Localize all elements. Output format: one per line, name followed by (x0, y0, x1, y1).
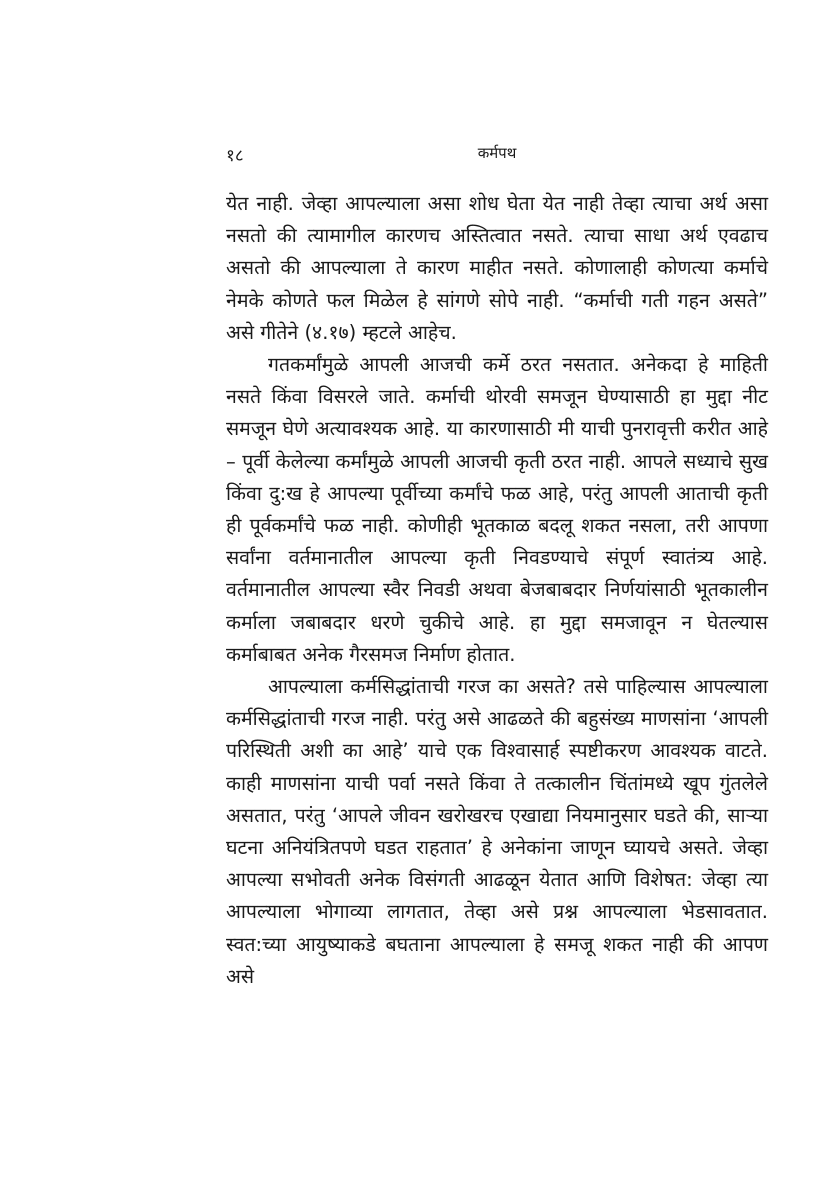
body-text (226, 188, 768, 993)
paragraph-continuation: येत नाही. जेव्हा आपल्याला असा शोध घेता येत नाही तेव्हा त्याचा अर्थ असा नसतो की त्यामागील कारणच अस्तित्वात नसते. त्याचा साधा अर्थ एवढाच असतो की आपल्याला ते कारण माहीत नसते. कोणालाही कोणत्या कर्माचे नेमके कोणते फल मिळेल हे सांगणे सोपे नाही. “कर्माची गती गहन असते” असे गीतेने (४.१७) म्हटले आहेच. (226, 192, 768, 344)
paragraph: आपल्याला कर्मसिद्धांताची गरज का असते? तसे पाहिल्यास आपल्याला कर्मसिद्धांताची गरज नाही. परंतु असे आढळते की बहुसंख्य माणसांना ‘आपली परिस्थिती अशी का आहे’ याचे एक विश्वासार्ह स्पष्टीकरण आवश्यक वाटते. काही माणसांना याची पर्वा नसते किंवा ते तत्कालीन चिंतांमध्ये खूप गुंतलेले असतात, परंतु ‘आपले जीवन खरोखरच एखाद्या नियमानुसार घडते की, साऱ्या घटना अनियंत्रितपणे घडत राहतात’ हे अनेकांना जाणून घ्यायचे असते. जेव्हा आपल्या सभोवती अनेक विसंगती आढळून येतात आणि विशेषत: जेव्हा त्या आपल्याला भोगाव्या लागतात, तेव्हा असे प्रश्न आपल्याला भेडसावतात. स्वत:च्या आयुष्याकडे बघताना आपल्याला हे समजू शकत नाही की आपण असे (226, 675, 768, 988)
page-number: १८ (226, 146, 244, 166)
paragraph: गतकर्मांमुळे आपली आजची कर्मे ठरत नसतात. अनेकदा हे माहिती नसते किंवा विसरले जाते. कर्माची थोरवी समजून घेण्यासाठी हा मुद्दा नीट समजून घेणे अत्यावश्यक आहे. या कारणासाठी मी याची पुनरावृत्ती करीत आहे – पूर्वी केलेल्या कर्मांमुळे आपली आजची कृती ठरत नाही. आपले सध्याचे सुख किंवा दु:ख हे आपल्या पूर्वीच्या कर्मांचे फळ आहे, परंतु आपली आताची कृती ही पूर्वकर्मांचे फळ नाही. कोणीही भूतकाळ बदलू शकत नसला, तरी आपणा सर्वांना वर्तमानातील आपल्या कृती निवडण्याचे संपूर्ण स्वातंत्र्य आहे. वर्तमानातील आपल्या स्वैर निवडी अथवा बेजबाबदार निर्णयांसाठी भूतकालीन कर्माला जबाबदार धरणे चुकीचे आहे. हा मुद्दा समजावून न घेतल्यास कर्माबाबत अनेक गैरसमज निर्माण होतात. (226, 353, 768, 666)
running-title: कर्मपथ (477, 144, 517, 162)
page-header (226, 143, 768, 173)
